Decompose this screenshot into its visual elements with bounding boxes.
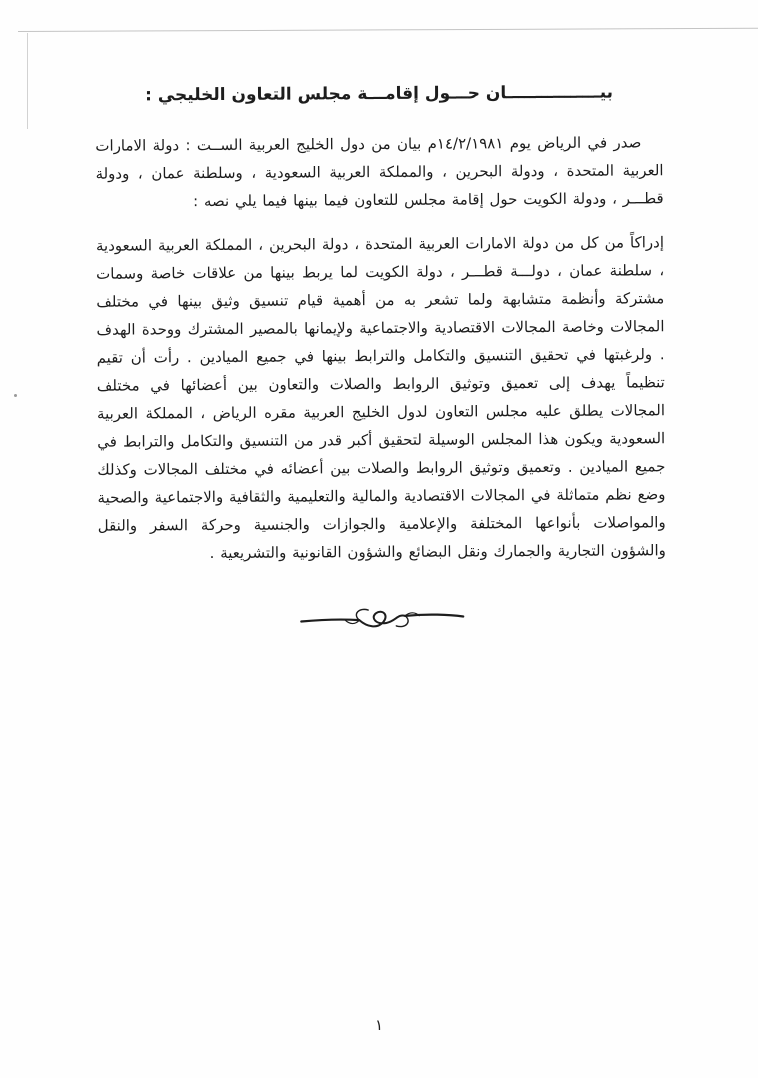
paragraph-body: إدراكاً من كل من دولة الامارات العربية المتحدة ، دولة البحرين ، المملكة العربية السعودية ، سلطنة عمان ، دولـــة قطـــر ، دولة الكويت لما يربط بينها من علاقات خاصة وسمات مشتركة وأنظمة متشابهة ولما تشعر به من أهمية قيام تنسيق وثيق بينها في مختلف المجالات وخاصة المجالات الاقتصادية والاجتماعية ولإيمانها بالمصير المشترك ووحدة الهدف . ولرغبتها في تحقيق التنسيق والتكامل والترابط بينها في جميع الميادين . رأت أن تقيم تنظيماً يهدف إلى تعميق وتوثيق الروابط والصلات والتعاون بين أعضائها في مختلف المجالات يطلق عليه مجلس التعاون لدول الخليج العربية مقره الرياض ، المملكة العربية السعودية ويكون هذا المجلس الوسيلة لتحقيق أكبر قدر من التنسيق والتكامل والترابط في جميع الميادين . وتعميق وتوثيق الروابط والصلات بين أعضائه في مختلف المجالات وكذلك وضع نظم متماثلة في المجالات الاقتصادية والمالية والتعليمية والثقافية والاجتماعية والصحية والمواصلات بأنواعها المختلفة والإعلامية والجوازات والجنسية وحركة السفر والنقل والشؤون التجارية والجمارك ونقل البضائع والشؤون القانونية والتشريعية .	[95, 233, 666, 563]
document-title: بيــــــــــــــــان حـــول إقامـــة مجلس التعاون الخليجي :	[145, 82, 614, 106]
scan-speck	[14, 394, 17, 397]
calligraphic-divider	[98, 598, 666, 641]
document-content	[95, 82, 666, 641]
scan-edge-line-left	[27, 33, 28, 129]
scan-edge-line-top	[18, 28, 758, 32]
calligraphic-flourish-icon	[297, 599, 467, 636]
page-number: ١	[374, 1016, 384, 1034]
paragraph-issuance: صدر في الرياض يوم ١٤/٢/١٩٨١م بيان من دول الخليج العربية الســت : دولة الامارات العربية المتحدة ، ودولة البحرين ، والمملكة العربية السعودية ، وسلطنة عمان ، ودولة قطـــر ، ودولة الكويت حول إقامة مجلس للتعاون فيما بينها فيما يلي نصه :	[95, 133, 664, 211]
